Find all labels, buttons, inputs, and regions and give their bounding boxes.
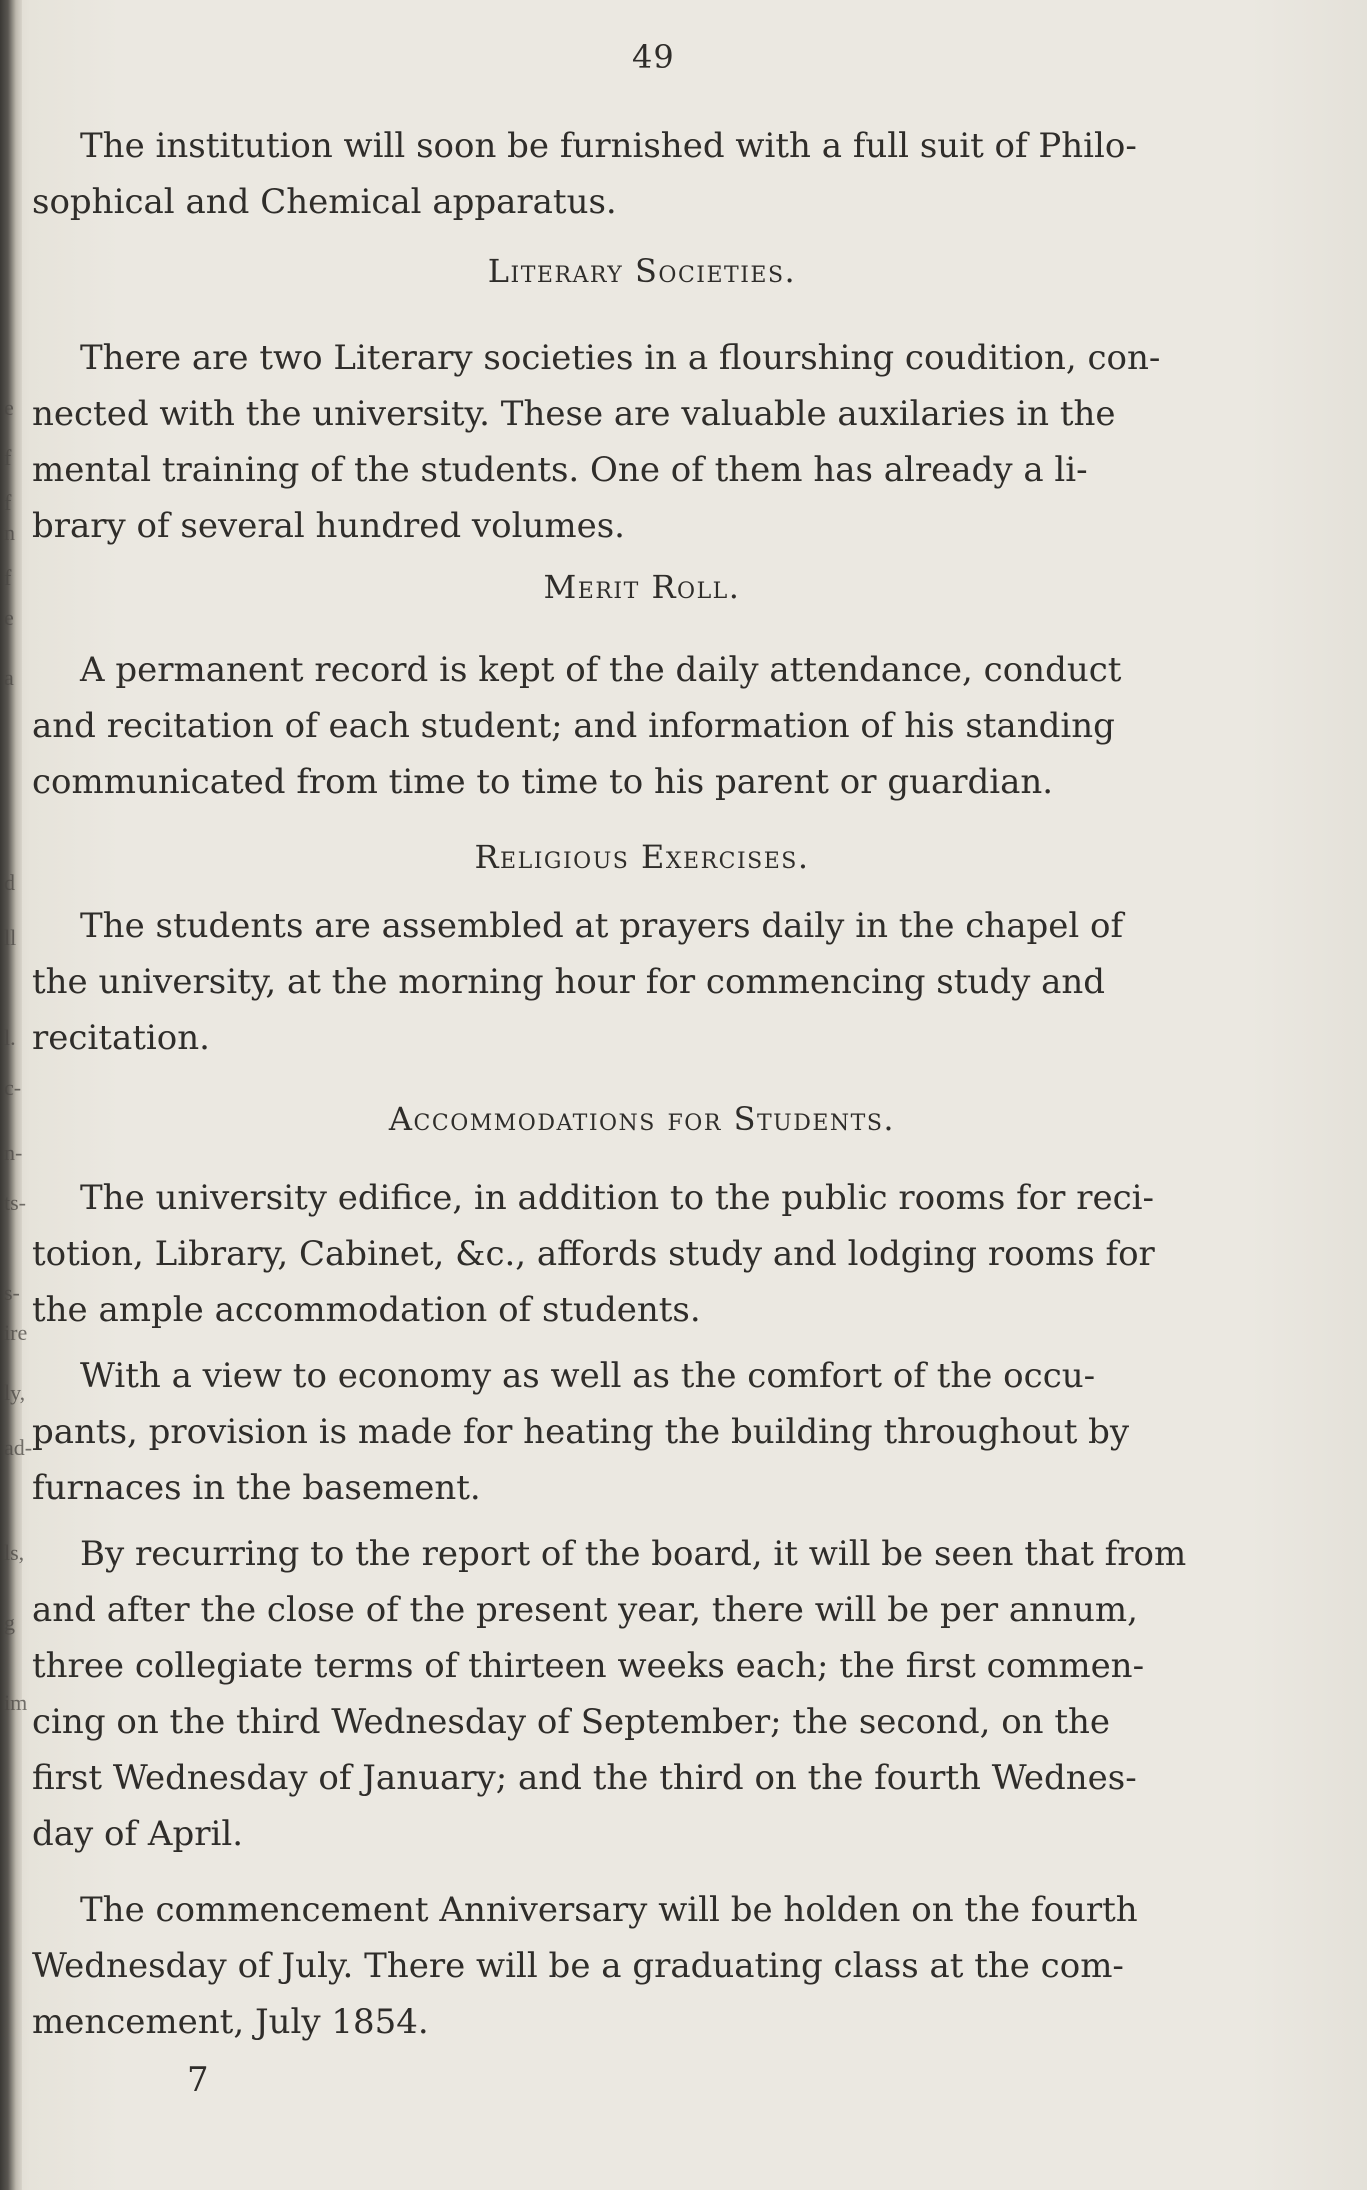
paragraph-apparatus: The institution will soon be furnished with a full suit of Philo- sophical and Chemical apparatus. [32, 126, 1137, 222]
margin-fragment: a [4, 665, 14, 690]
paragraph-religious-exercises: The students are assembled at prayers daily in the chapel of the university, at the morning hour for commencing study and recitation. [32, 906, 1124, 1058]
margin-fragment: f [4, 565, 12, 590]
margin-fragment: ts- [4, 1190, 26, 1215]
margin-fragment: ly, [4, 1380, 26, 1405]
margin-fragment: ire [4, 1320, 28, 1345]
margin-fragment: n [4, 520, 15, 545]
margin-fragment: ls, [4, 1540, 25, 1565]
page-number: 49 [632, 38, 675, 76]
margin-fragment: c- [4, 1075, 22, 1100]
margin-fragment: im [4, 1690, 28, 1715]
margin-fragment: l. [4, 1025, 16, 1050]
margin-fragment: f [4, 490, 12, 515]
heading-merit-roll: Merit Roll. [543, 568, 741, 606]
margin-fragment: d [4, 870, 15, 895]
margin-fragment: f [4, 445, 12, 470]
margin-fragment: n- [4, 1140, 23, 1165]
paragraph-commencement: The commencement Anniversary will be holden on the fourth Wednesday of July. There will be a graduating class at the com- mencement, July 1854. [32, 1890, 1138, 2042]
margin-fragment: s- [4, 1280, 20, 1305]
margin-fragment: ad- [4, 1435, 33, 1460]
margin-fragment: e [4, 395, 14, 420]
paragraph-merit-roll: A permanent record is kept of the daily attendance, conduct and recitation of each student; and information of his standing communicated from time to time to his parent or guardian. [32, 650, 1122, 802]
margin-fragment: e [4, 605, 14, 630]
heading-accommodations: Accommodations for Students. [388, 1100, 896, 1138]
paragraph-literary-societies: There are two Literary societies in a flourshing coudition, con- nected with the university. These are valuable auxilaries in the mental training of the students. One of them has already a li- brary of several hundred volumes. [32, 338, 1161, 546]
signature-mark: 7 [187, 2060, 209, 2100]
margin-fragment: ll [4, 925, 17, 950]
heading-literary-societies: Literary Societies. [487, 252, 797, 290]
paragraph-collegiate-terms: By recurring to the report of the board, it will be seen that from and after the close of the present year, there will be per annum, three collegiate terms of thirteen weeks each; the first commen- cing on the third Wednesday of September; the second, on the first Wednesday of January; and the third on the fourth Wednes- day of April. [32, 1534, 1187, 1854]
heading-religious-exercises: Religious Exercises. [474, 838, 810, 876]
margin-fragment: g [4, 1610, 15, 1635]
paragraph-economy-heating: With a view to economy as well as the comfort of the occu- pants, provision is made for heating the building throughout by furnaces in the basement. [32, 1356, 1130, 1508]
paragraph-university-edifice: The university edifice, in addition to the public rooms for reci- totion, Library, Cabinet, &c., affords study and lodging rooms for the ample accommodation of students. [32, 1178, 1155, 1330]
